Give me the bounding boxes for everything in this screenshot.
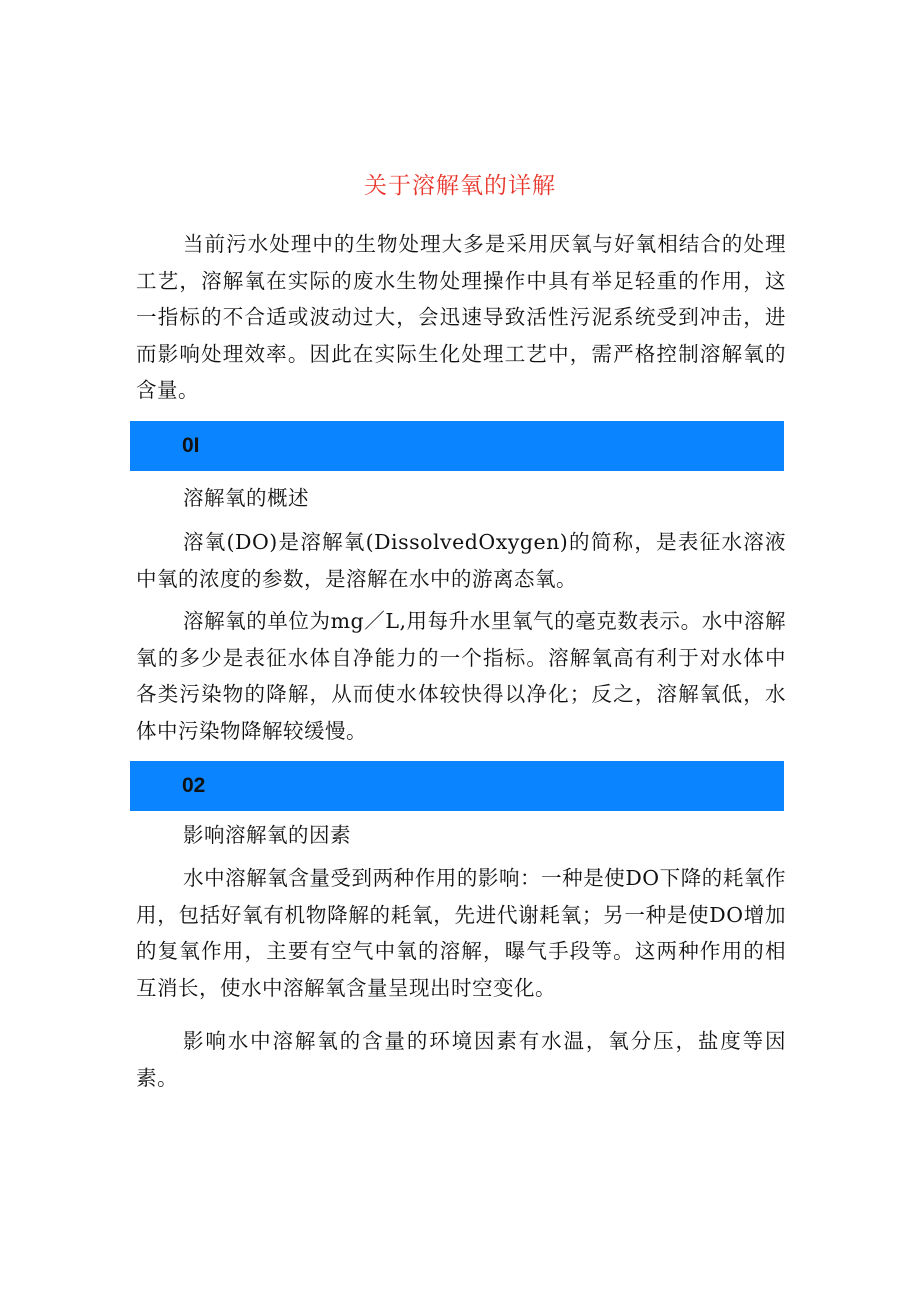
section-heading-1: 溶解氧的概述 (183, 486, 309, 510)
section-1-paragraph-1: 溶氧(DO)是溶解氧(DissolvedOxygen)的简称，是表征水溶液中氧的浓度的参数，是溶解在水中的游离态氧。 (136, 530, 786, 591)
document-title: 关于溶解氧的详解 (364, 173, 556, 199)
intro-paragraph: 当前污水处理中的生物处理大多是采用厌氧与好氧相结合的处理工艺，溶解氧在实际的废水生物处理操作中具有举足轻重的作用，这一指标的不合适或波动过大，会迅速导致活性污泥系统受到冲击，进而影响处理效率。因此在实际生化处理工艺中，需严格控制溶解氧的含量。 (136, 232, 786, 402)
section-1-paragraph-2: 溶解氧的单位为mg／L,用每升水里氧气的毫克数表示。水中溶解氧的多少是表征水体自净能力的一个指标。溶解氧高有利于对水体中各类污染物的降解，从而使水体较快得以净化；反之，溶解氧低，水体中污染物降解较缓慢。 (136, 609, 786, 743)
section-heading-2: 影响溶解氧的因素 (183, 823, 351, 847)
section-bar-1 (130, 421, 784, 471)
section-number-1: 0I (182, 434, 200, 457)
section-bar-2 (130, 761, 784, 811)
section-2-paragraph-2: 影响水中溶解氧的含量的环境因素有水温，氧分压，盐度等因素。 (136, 1029, 786, 1090)
section-2-paragraph-1: 水中溶解氧含量受到两种作用的影响：一种是使DO下降的耗氧作用，包括好氧有机物降解的耗氧，先进代谢耗氧；另一种是使DO增加的复氧作用，主要有空气中氧的溶解，曝气手段等。这两种作用的相互消长，使水中溶解氧含量呈现出时空变化。 (136, 866, 786, 1000)
section-number-2: 02 (182, 774, 206, 797)
